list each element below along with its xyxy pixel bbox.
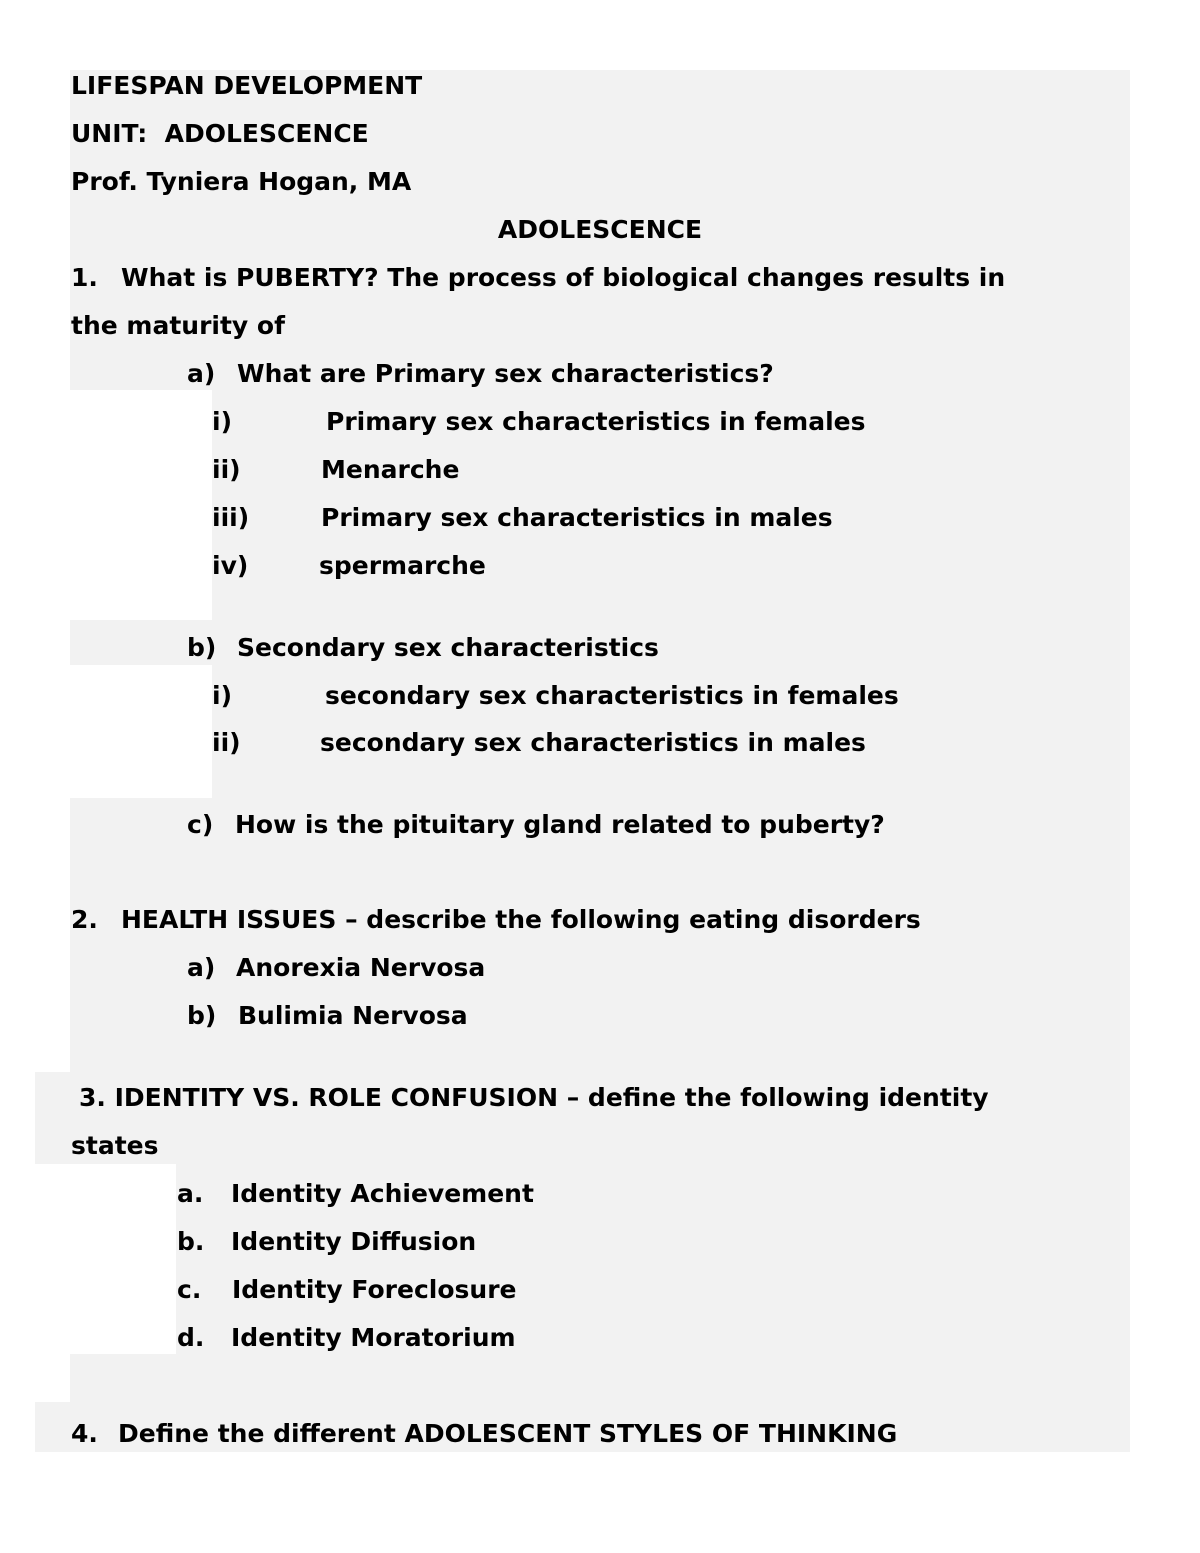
q1-text-line2: the maturity of xyxy=(71,311,285,340)
q1a-item-text: Primary sex characteristics in females xyxy=(326,407,866,436)
q1b-item-marker: ii) xyxy=(212,728,241,757)
q3-item-marker: d. xyxy=(177,1323,205,1352)
q1b-item-text: secondary sex characteristics in males xyxy=(320,728,866,757)
q1-text-line1: What is PUBERTY? The process of biological changes results in xyxy=(121,263,1006,292)
q1-number: 1. xyxy=(71,263,98,292)
q1a-item-marker: iii) xyxy=(212,503,250,532)
shade-1c-q2 xyxy=(70,798,1130,1072)
q1b-item-marker: i) xyxy=(212,681,232,710)
q4-text: Define the different ADOLESCENT STYLES OF THINKING xyxy=(118,1419,898,1448)
q1a-text: What are Primary sex characteristics? xyxy=(237,359,774,388)
q1a-item-marker: i) xyxy=(212,407,232,436)
unit-title: UNIT: ADOLESCENCE xyxy=(71,119,369,148)
q2-item-marker: b) xyxy=(187,1001,217,1030)
q1b-item-text: secondary sex characteristics in females xyxy=(325,681,899,710)
q1a-item-marker: ii) xyxy=(212,455,241,484)
q1a-item-marker: iv) xyxy=(212,551,249,580)
q1c-marker: c) xyxy=(187,810,214,839)
q3-item-text: Identity Achievement xyxy=(231,1179,534,1208)
q1b-marker: b) xyxy=(187,633,217,662)
q1a-item-text: Menarche xyxy=(321,455,460,484)
q3-item-text: Identity Foreclosure xyxy=(232,1275,517,1304)
q2-number: 2. xyxy=(71,905,98,934)
q3-item-text: Identity Moratorium xyxy=(231,1323,516,1352)
q1b-text: Secondary sex characteristics xyxy=(237,633,659,662)
q2-item-text: Bulimia Nervosa xyxy=(238,1001,468,1030)
q3-text-line1: 3. IDENTITY VS. ROLE CONFUSION – define the following identity xyxy=(79,1083,989,1112)
professor-name: Prof. Tyniera Hogan, MA xyxy=(71,167,412,196)
q1a-item-text: spermarche xyxy=(319,551,486,580)
shade-gap xyxy=(70,1354,1130,1402)
q2-item-marker: a) xyxy=(187,953,216,982)
page-title: ADOLESCENCE xyxy=(497,215,703,244)
course-title: LIFESPAN DEVELOPMENT xyxy=(71,71,423,100)
q1a-marker: a) xyxy=(187,359,216,388)
q3-text-line2: states xyxy=(71,1131,159,1160)
q3-item-text: Identity Diffusion xyxy=(231,1227,477,1256)
q1a-item-text: Primary sex characteristics in males xyxy=(321,503,833,532)
q2-text: HEALTH ISSUES – describe the following eating disorders xyxy=(121,905,921,934)
q1c-text: How is the pituitary gland related to puberty? xyxy=(235,810,885,839)
q3-item-marker: a. xyxy=(177,1179,204,1208)
q3-item-marker: c. xyxy=(177,1275,202,1304)
q2-item-text: Anorexia Nervosa xyxy=(236,953,486,982)
q4-number: 4. xyxy=(71,1419,98,1448)
q3-item-marker: b. xyxy=(177,1227,205,1256)
